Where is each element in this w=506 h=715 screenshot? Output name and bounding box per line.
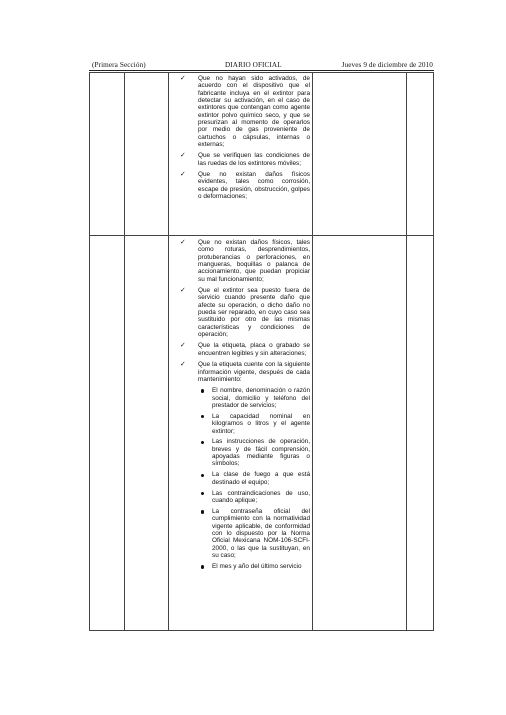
table-cell-upper (170, 75, 310, 205)
bullet-dot-icon (201, 492, 204, 495)
bullet-item-text: La capacidad nominal en kilogramos o litros y el agente extintor; (212, 412, 310, 435)
list-item-text: Que no existan daños físicos, tales como roturas, desprendimientos, protuberancias o perforaciones, en mangueras, boquillas o palanca de accionamiento, que puedan propiciar su mal funcionamiento; (198, 239, 310, 283)
list-item-text: Que la etiqueta, placa o grabado se encuentren legibles y sin alteraciones; (198, 342, 310, 357)
list-item-text: Que se verifiquen las condiciones de las ruedas de los extintores móviles; (198, 152, 310, 167)
header-rule (89, 70, 434, 71)
bullet-item-text: La clase de fuego a que está destinado el equipo; (212, 471, 310, 486)
check-mark-icon: ✓ (180, 239, 186, 246)
bullet-item (170, 387, 310, 409)
list-item (170, 342, 310, 357)
check-mark-icon: ✓ (180, 361, 186, 369)
header-section: (Primera Sección) (92, 61, 146, 69)
requirements-table (89, 72, 434, 631)
bullet-item (170, 490, 310, 505)
bullet-item (170, 563, 310, 570)
bullet-item (170, 438, 310, 467)
bullet-item-text: La contraseña oficial del cumplimiento con la normatividad vigente aplicable, de conformidad con lo dispuesto por la Norma Oficial Mexicana NOM-106-SCFI-2000, o las que la sustituyan, en su caso; (212, 507, 310, 560)
check-mark-icon: ✓ (180, 287, 186, 295)
bullet-dot-icon (201, 441, 204, 444)
list-item-text: Que la etiqueta cuente con la siguiente información vigente, después de cada mantenimiento: (198, 361, 310, 383)
list-item (170, 361, 310, 383)
header-date: Jueves 9 de diciembre de 2010 (341, 61, 433, 69)
bullet-item (170, 413, 310, 435)
bullet-item (170, 508, 310, 559)
header-publication: DIARIO OFICIAL (225, 61, 282, 69)
list-item (170, 171, 310, 200)
bullet-dot-icon (201, 565, 204, 568)
bullet-item-text: Las instrucciones de operación, breves y de fácil comprensión, apoyadas mediante figuras o símbolos; (212, 438, 310, 468)
list-item (170, 239, 310, 283)
bullet-dot-icon (201, 415, 204, 418)
check-mark-icon: ✓ (180, 171, 186, 179)
bullet-dot-icon (201, 474, 204, 477)
column-divider (124, 73, 125, 630)
row-divider (90, 235, 433, 236)
check-mark-icon: ✓ (180, 75, 186, 82)
column-divider (312, 73, 313, 630)
column-divider (168, 73, 169, 630)
list-item (170, 287, 310, 338)
bullet-item-text: El mes y año del último servicio (212, 562, 302, 570)
bullet-item (170, 471, 310, 486)
check-mark-icon: ✓ (180, 342, 186, 350)
check-mark-icon: ✓ (180, 152, 186, 160)
column-divider (406, 73, 407, 630)
bullet-item-text: El nombre, denominación o razón social, domicilio y teléfono del prestador de servicios; (212, 387, 310, 409)
list-item-text: Que no existan daños físicos evidentes, tales como corrosión, escape de presión, obstrucción, golpes o deformaciones; (198, 171, 310, 201)
bullet-dot-icon (201, 389, 204, 392)
table-cell-lower (170, 239, 310, 574)
bullet-item-text: Las contraindicaciones de uso, cuando aplique; (212, 489, 310, 505)
list-item-text: Que no hayan sido activados, de acuerdo con el dispositivo que el fabricante incluya en el extintor para detectar su activación, en el caso de extintores que contengan como agente extintor polvo químico seco, y que se presurizan al momento de operarlos por medio de gas proveniente de cartuchos o cápsulas, internas o externas; (198, 75, 310, 149)
list-item (170, 75, 310, 148)
list-item-text: Que el extintor sea puesto fuera de servicio cuando presente daño que afecte su operación, o dicho daño no pueda ser reparado, en cuyo caso sea sustituido por otro de las mismas características y condiciones de operación; (198, 287, 310, 339)
bullet-dot-icon (201, 510, 204, 513)
list-item (170, 152, 310, 167)
